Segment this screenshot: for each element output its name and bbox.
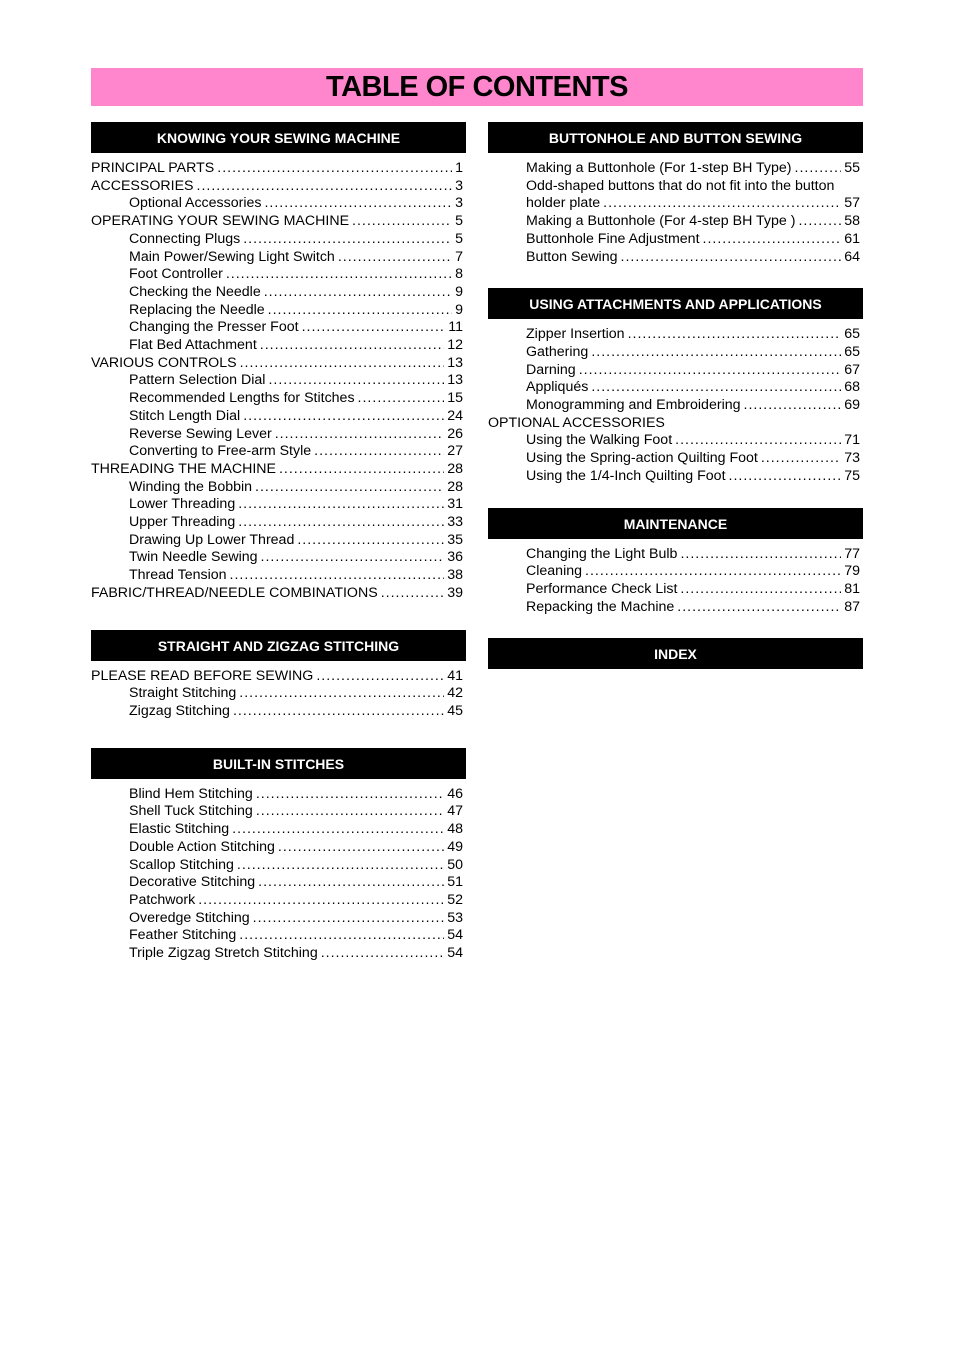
toc-entry-page: 15 <box>447 390 463 407</box>
dot-leader <box>358 390 445 408</box>
toc-entry-title: Checking the Needle <box>129 283 261 300</box>
dot-leader <box>238 496 444 514</box>
toc-entry-title: Replacing the Needle <box>129 301 265 318</box>
toc-entry-title: Reverse Sewing Lever <box>129 425 272 442</box>
toc-entry-page: 36 <box>447 549 463 566</box>
dot-leader <box>591 344 841 362</box>
toc-entry[interactable] <box>91 337 466 355</box>
toc-entry[interactable] <box>91 461 466 479</box>
section-header[interactable]: MAINTENANCE <box>488 508 863 539</box>
dot-leader <box>238 514 444 532</box>
section-header[interactable]: KNOWING YOUR SEWING MACHINE <box>91 122 466 153</box>
dot-leader <box>197 178 453 196</box>
toc-entry-page: 38 <box>447 567 463 584</box>
toc-entry[interactable] <box>488 397 863 415</box>
toc-entry-title: Double Action Stitching <box>129 838 275 855</box>
toc-entry-page: 28 <box>447 478 463 495</box>
toc-entry[interactable] <box>91 479 466 497</box>
entry-list <box>91 661 466 721</box>
toc-entry[interactable] <box>91 372 466 390</box>
toc-entry[interactable] <box>488 415 863 433</box>
toc-entry-title: Making a Buttonhole (For 4-step BH Type ) <box>526 213 796 230</box>
dot-leader <box>232 821 444 839</box>
toc-entry-page: 13 <box>447 372 463 389</box>
toc-entry[interactable] <box>91 319 466 337</box>
toc-entry-page: 69 <box>844 397 860 414</box>
dot-leader <box>237 857 444 875</box>
dot-leader <box>226 266 452 284</box>
toc-entry[interactable] <box>488 581 863 599</box>
toc-entry-page: 53 <box>447 909 463 926</box>
entry-list <box>488 319 863 485</box>
entry-list <box>488 539 863 617</box>
toc-entry[interactable] <box>91 160 466 178</box>
toc-entry-title: Appliqués <box>526 379 589 396</box>
title-banner <box>91 68 863 106</box>
toc-entry-title: Main Power/Sewing Light Switch <box>129 248 335 265</box>
toc-entry-title: Blind Hem Stitching <box>129 785 253 802</box>
toc-entry[interactable] <box>91 231 466 249</box>
section-straight-and-zigzag <box>91 630 466 721</box>
toc-entry[interactable] <box>91 213 466 231</box>
toc-entry-page: 65 <box>844 326 860 343</box>
toc-entry[interactable] <box>91 703 466 721</box>
dot-leader <box>591 379 841 397</box>
toc-entry[interactable] <box>91 892 466 910</box>
toc-entry-title: Twin Needle Sewing <box>129 549 258 566</box>
toc-entry-page: 71 <box>844 432 860 449</box>
dot-leader <box>677 599 841 617</box>
dot-leader <box>798 213 841 231</box>
toc-entry-title: Triple Zigzag Stretch Stitching <box>129 945 318 962</box>
toc-entry[interactable] <box>91 874 466 892</box>
toc-entry-title: Pattern Selection Dial <box>129 372 266 389</box>
toc-entry-page: 67 <box>844 361 860 378</box>
toc-entry-page: 3 <box>455 177 463 194</box>
toc-entry-title: Performance Check List <box>526 580 678 597</box>
dot-leader <box>256 803 444 821</box>
toc-entry-page: 35 <box>447 531 463 548</box>
toc-entry-title: Thread Tension <box>129 567 227 584</box>
toc-entry-page: 7 <box>455 248 463 265</box>
dot-leader <box>233 703 444 721</box>
toc-entry[interactable] <box>91 284 466 302</box>
toc-entry-page: 1 <box>455 160 463 176</box>
toc-entry-page: 9 <box>455 301 463 318</box>
toc-entry-page: 58 <box>844 213 860 230</box>
dot-leader <box>240 355 445 373</box>
toc-entry-title: VARIOUS CONTROLS <box>91 354 237 371</box>
toc-entry-page: 87 <box>844 598 860 615</box>
dot-leader <box>795 160 842 178</box>
dot-leader <box>628 326 842 344</box>
toc-entry-page: 54 <box>447 927 463 944</box>
toc-entry[interactable] <box>91 927 466 945</box>
entry-list <box>91 153 466 603</box>
toc-entry-page: 42 <box>447 685 463 702</box>
toc-entry-title: Patchwork <box>129 891 196 908</box>
dot-leader <box>255 479 444 497</box>
toc-entry-title: holder plate <box>526 195 601 212</box>
dot-leader <box>675 432 841 450</box>
toc-entry[interactable] <box>488 178 863 196</box>
toc-entry[interactable] <box>91 426 466 444</box>
dot-leader <box>253 910 445 928</box>
toc-entry[interactable] <box>91 585 466 603</box>
entry-list <box>91 779 466 963</box>
page-title: TABLE OF CONTENTS <box>326 71 628 103</box>
section-buttonhole-and-button-sewing <box>488 122 863 266</box>
toc-entry[interactable] <box>488 450 863 468</box>
dot-leader <box>585 563 841 581</box>
toc-entry-page: 79 <box>844 563 860 580</box>
dot-leader <box>268 302 452 320</box>
dot-leader <box>338 249 452 267</box>
toc-entry-title: Lower Threading <box>129 496 236 513</box>
toc-entry[interactable] <box>488 326 863 344</box>
dot-leader <box>680 546 841 564</box>
dot-leader <box>744 397 842 415</box>
toc-entry-page: 13 <box>447 354 463 371</box>
dot-leader <box>279 461 444 479</box>
toc-entry-title: Recommended Lengths for Stitches <box>129 390 355 407</box>
dot-leader <box>703 231 842 249</box>
toc-entry-page: 5 <box>455 213 463 230</box>
toc-entry[interactable] <box>91 786 466 804</box>
toc-entry[interactable] <box>488 563 863 581</box>
toc-entry[interactable] <box>488 195 863 213</box>
toc-entry-title: Repacking the Machine <box>526 598 675 615</box>
left-column <box>91 122 466 963</box>
dot-leader <box>297 532 444 550</box>
section-header[interactable]: USING ATTACHMENTS AND APPLICATIONS <box>488 288 863 319</box>
toc-entry[interactable] <box>488 213 863 231</box>
dot-leader <box>264 195 452 213</box>
toc-entry-title: PLEASE READ BEFORE SEWING <box>91 667 314 684</box>
toc-entry-page: 77 <box>844 545 860 562</box>
toc-entry-title: Straight Stitching <box>129 685 237 702</box>
toc-entry-title: Flat Bed Attachment <box>129 337 257 354</box>
toc-entry-title: FABRIC/THREAD/NEEDLE COMBINATIONS <box>91 584 378 601</box>
dot-leader <box>230 567 445 585</box>
toc-entry-title: Winding the Bobbin <box>129 478 253 495</box>
toc-entry[interactable] <box>91 821 466 839</box>
dot-leader <box>302 319 446 337</box>
toc-entry-page: 24 <box>447 407 463 424</box>
toc-entry-page: 26 <box>447 425 463 442</box>
dot-leader <box>603 195 841 213</box>
dot-leader <box>729 468 842 486</box>
toc-entry-page: 33 <box>447 514 463 531</box>
section-index <box>488 638 863 669</box>
toc-entry-title: Connecting Plugs <box>129 230 241 247</box>
section-header[interactable]: BUTTONHOLE AND BUTTON SEWING <box>488 122 863 153</box>
toc-entry[interactable] <box>91 390 466 408</box>
section-header[interactable]: BUILT-IN STITCHES <box>91 748 466 779</box>
toc-entry-title: Cleaning <box>526 563 583 580</box>
toc-entry[interactable] <box>91 408 466 426</box>
toc-entry-title: Odd-shaped buttons that do not fit into the button <box>526 177 835 194</box>
toc-entry-title: Making a Buttonhole (For 1-step BH Type) <box>526 160 792 176</box>
toc-entry-page: 5 <box>455 230 463 247</box>
toc-entry-page: 28 <box>447 460 463 477</box>
dot-leader <box>243 408 444 426</box>
dot-leader <box>243 231 452 249</box>
dot-leader <box>256 786 444 804</box>
toc-entry[interactable] <box>91 668 466 686</box>
section-maintenance <box>488 508 863 617</box>
dot-leader <box>278 839 444 857</box>
toc-entry-page: 49 <box>447 838 463 855</box>
toc-entry-title: Drawing Up Lower Thread <box>129 531 295 548</box>
toc-entry-title: Overedge Stitching <box>129 909 250 926</box>
toc-entry-title: PRINCIPAL PARTS <box>91 160 215 176</box>
toc-entry[interactable] <box>91 567 466 585</box>
toc-entry[interactable] <box>488 432 863 450</box>
toc-entry-title: Changing the Presser Foot <box>129 319 299 336</box>
dot-leader <box>680 581 841 599</box>
toc-entry-page: 3 <box>455 195 463 212</box>
toc-entry-page: 31 <box>447 496 463 513</box>
toc-entry[interactable] <box>91 549 466 567</box>
toc-entry-title: Shell Tuck Stitching <box>129 803 253 820</box>
toc-entry-page: 52 <box>447 891 463 908</box>
toc-entry-title: Button Sewing <box>526 248 618 265</box>
toc-entry-title: OPERATING YOUR SEWING MACHINE <box>91 213 350 230</box>
toc-entry-page: 65 <box>844 343 860 360</box>
toc-entry-title: ACCESSORIES <box>91 177 194 194</box>
toc-entry-title: Gathering <box>526 343 589 360</box>
toc-entry-title: Zigzag Stitching <box>129 702 230 719</box>
toc-entry-title: Decorative Stitching <box>129 874 256 891</box>
toc-entry-page: 61 <box>844 230 860 247</box>
dot-leader <box>579 362 842 380</box>
toc-entry-title: Monogramming and Embroidering <box>526 397 741 414</box>
toc-entry-title: OPTIONAL ACCESSORIES <box>488 414 665 431</box>
toc-entry-page: 12 <box>447 337 463 354</box>
toc-entry-page: 11 <box>448 319 463 336</box>
dot-leader <box>217 160 452 178</box>
toc-entry-title: Changing the Light Bulb <box>526 545 678 562</box>
toc-entry-page: 73 <box>844 450 860 467</box>
section-built-in-stitches <box>91 748 466 963</box>
toc-entry[interactable] <box>91 195 466 213</box>
toc-entry[interactable] <box>91 857 466 875</box>
toc-entry-page: 48 <box>447 821 463 838</box>
dot-leader <box>258 874 444 892</box>
toc-entry[interactable] <box>91 249 466 267</box>
toc-entry-title: Converting to Free-arm Style <box>129 443 312 460</box>
toc-entry-title: Optional Accessories <box>129 195 262 212</box>
toc-entry-page: 41 <box>447 667 463 684</box>
toc-entry[interactable] <box>91 803 466 821</box>
toc-entry-page: 27 <box>447 443 463 460</box>
toc-entry-page: 9 <box>455 283 463 300</box>
toc-entry-page: 45 <box>447 702 463 719</box>
toc-entry[interactable] <box>488 362 863 380</box>
toc-entry-title: Stitch Length Dial <box>129 407 241 424</box>
toc-entry-page: 8 <box>455 266 463 283</box>
dot-leader <box>316 668 444 686</box>
toc-entry[interactable] <box>488 344 863 362</box>
toc-entry[interactable] <box>488 468 863 486</box>
dot-leader <box>321 945 445 963</box>
toc-entry[interactable] <box>91 945 466 963</box>
dot-leader <box>761 450 841 468</box>
toc-entry[interactable] <box>488 249 863 267</box>
toc-entry-page: 68 <box>844 379 860 396</box>
toc-entry[interactable] <box>91 685 466 703</box>
toc-entry-title: Using the Walking Foot <box>526 432 673 449</box>
toc-entry[interactable] <box>488 231 863 249</box>
toc-entry-title: Foot Controller <box>129 266 223 283</box>
toc-entry-page: 51 <box>447 874 463 891</box>
dot-leader <box>239 685 444 703</box>
dot-leader <box>275 426 444 444</box>
dot-leader <box>260 337 444 355</box>
toc-entry-page: 55 <box>844 160 860 176</box>
toc-entry-title: Using the Spring-action Quilting Foot <box>526 450 758 467</box>
toc-entry[interactable] <box>91 178 466 196</box>
toc-entry[interactable] <box>488 599 863 617</box>
toc-entry[interactable] <box>488 379 863 397</box>
dot-leader <box>198 892 444 910</box>
toc-entry-title: Using the 1/4-Inch Quilting Foot <box>526 467 726 484</box>
toc-entry-page: 47 <box>447 803 463 820</box>
dot-leader <box>268 372 444 390</box>
dot-leader <box>261 549 445 567</box>
toc-entry-page: 81 <box>844 580 860 597</box>
section-header[interactable]: STRAIGHT AND ZIGZAG STITCHING <box>91 630 466 661</box>
toc-entry-title: Darning <box>526 361 576 378</box>
toc-entry-page: 39 <box>447 584 463 601</box>
toc-entry-title: Elastic Stitching <box>129 821 230 838</box>
toc-entry[interactable] <box>91 496 466 514</box>
section-header[interactable]: INDEX <box>488 638 863 669</box>
toc-entry[interactable] <box>488 160 863 178</box>
toc-entry[interactable] <box>91 839 466 857</box>
toc-entry-title: Zipper Insertion <box>526 326 625 343</box>
toc-entry-page: 64 <box>844 248 860 265</box>
toc-entry-title: Scallop Stitching <box>129 856 234 873</box>
toc-entry-page: 50 <box>447 856 463 873</box>
toc-entry[interactable] <box>91 514 466 532</box>
toc-entry-page: 54 <box>447 945 463 962</box>
toc-entry-title: Buttonhole Fine Adjustment <box>526 230 700 247</box>
toc-entry[interactable] <box>91 266 466 284</box>
dot-leader <box>239 927 444 945</box>
dot-leader <box>621 249 842 267</box>
toc-entry-title: Feather Stitching <box>129 927 237 944</box>
toc-entry-page: 75 <box>844 467 860 484</box>
dot-leader <box>264 284 452 302</box>
toc-entry[interactable] <box>91 355 466 373</box>
toc-entry[interactable] <box>91 443 466 461</box>
toc-entry-page: 46 <box>447 785 463 802</box>
dot-leader <box>352 213 452 231</box>
section-knowing-your-sewing-machine <box>91 122 466 603</box>
section-using-attachments <box>488 288 863 485</box>
right-column <box>488 122 863 669</box>
dot-leader <box>314 443 444 461</box>
entry-list <box>488 153 863 266</box>
toc-entry[interactable] <box>488 546 863 564</box>
toc-entry-title: THREADING THE MACHINE <box>91 460 276 477</box>
dot-leader <box>381 585 445 603</box>
toc-entry[interactable] <box>91 910 466 928</box>
toc-entry-title: Upper Threading <box>129 514 236 531</box>
toc-entry-page: 57 <box>844 195 860 212</box>
toc-entry[interactable] <box>91 302 466 320</box>
toc-entry[interactable] <box>91 532 466 550</box>
